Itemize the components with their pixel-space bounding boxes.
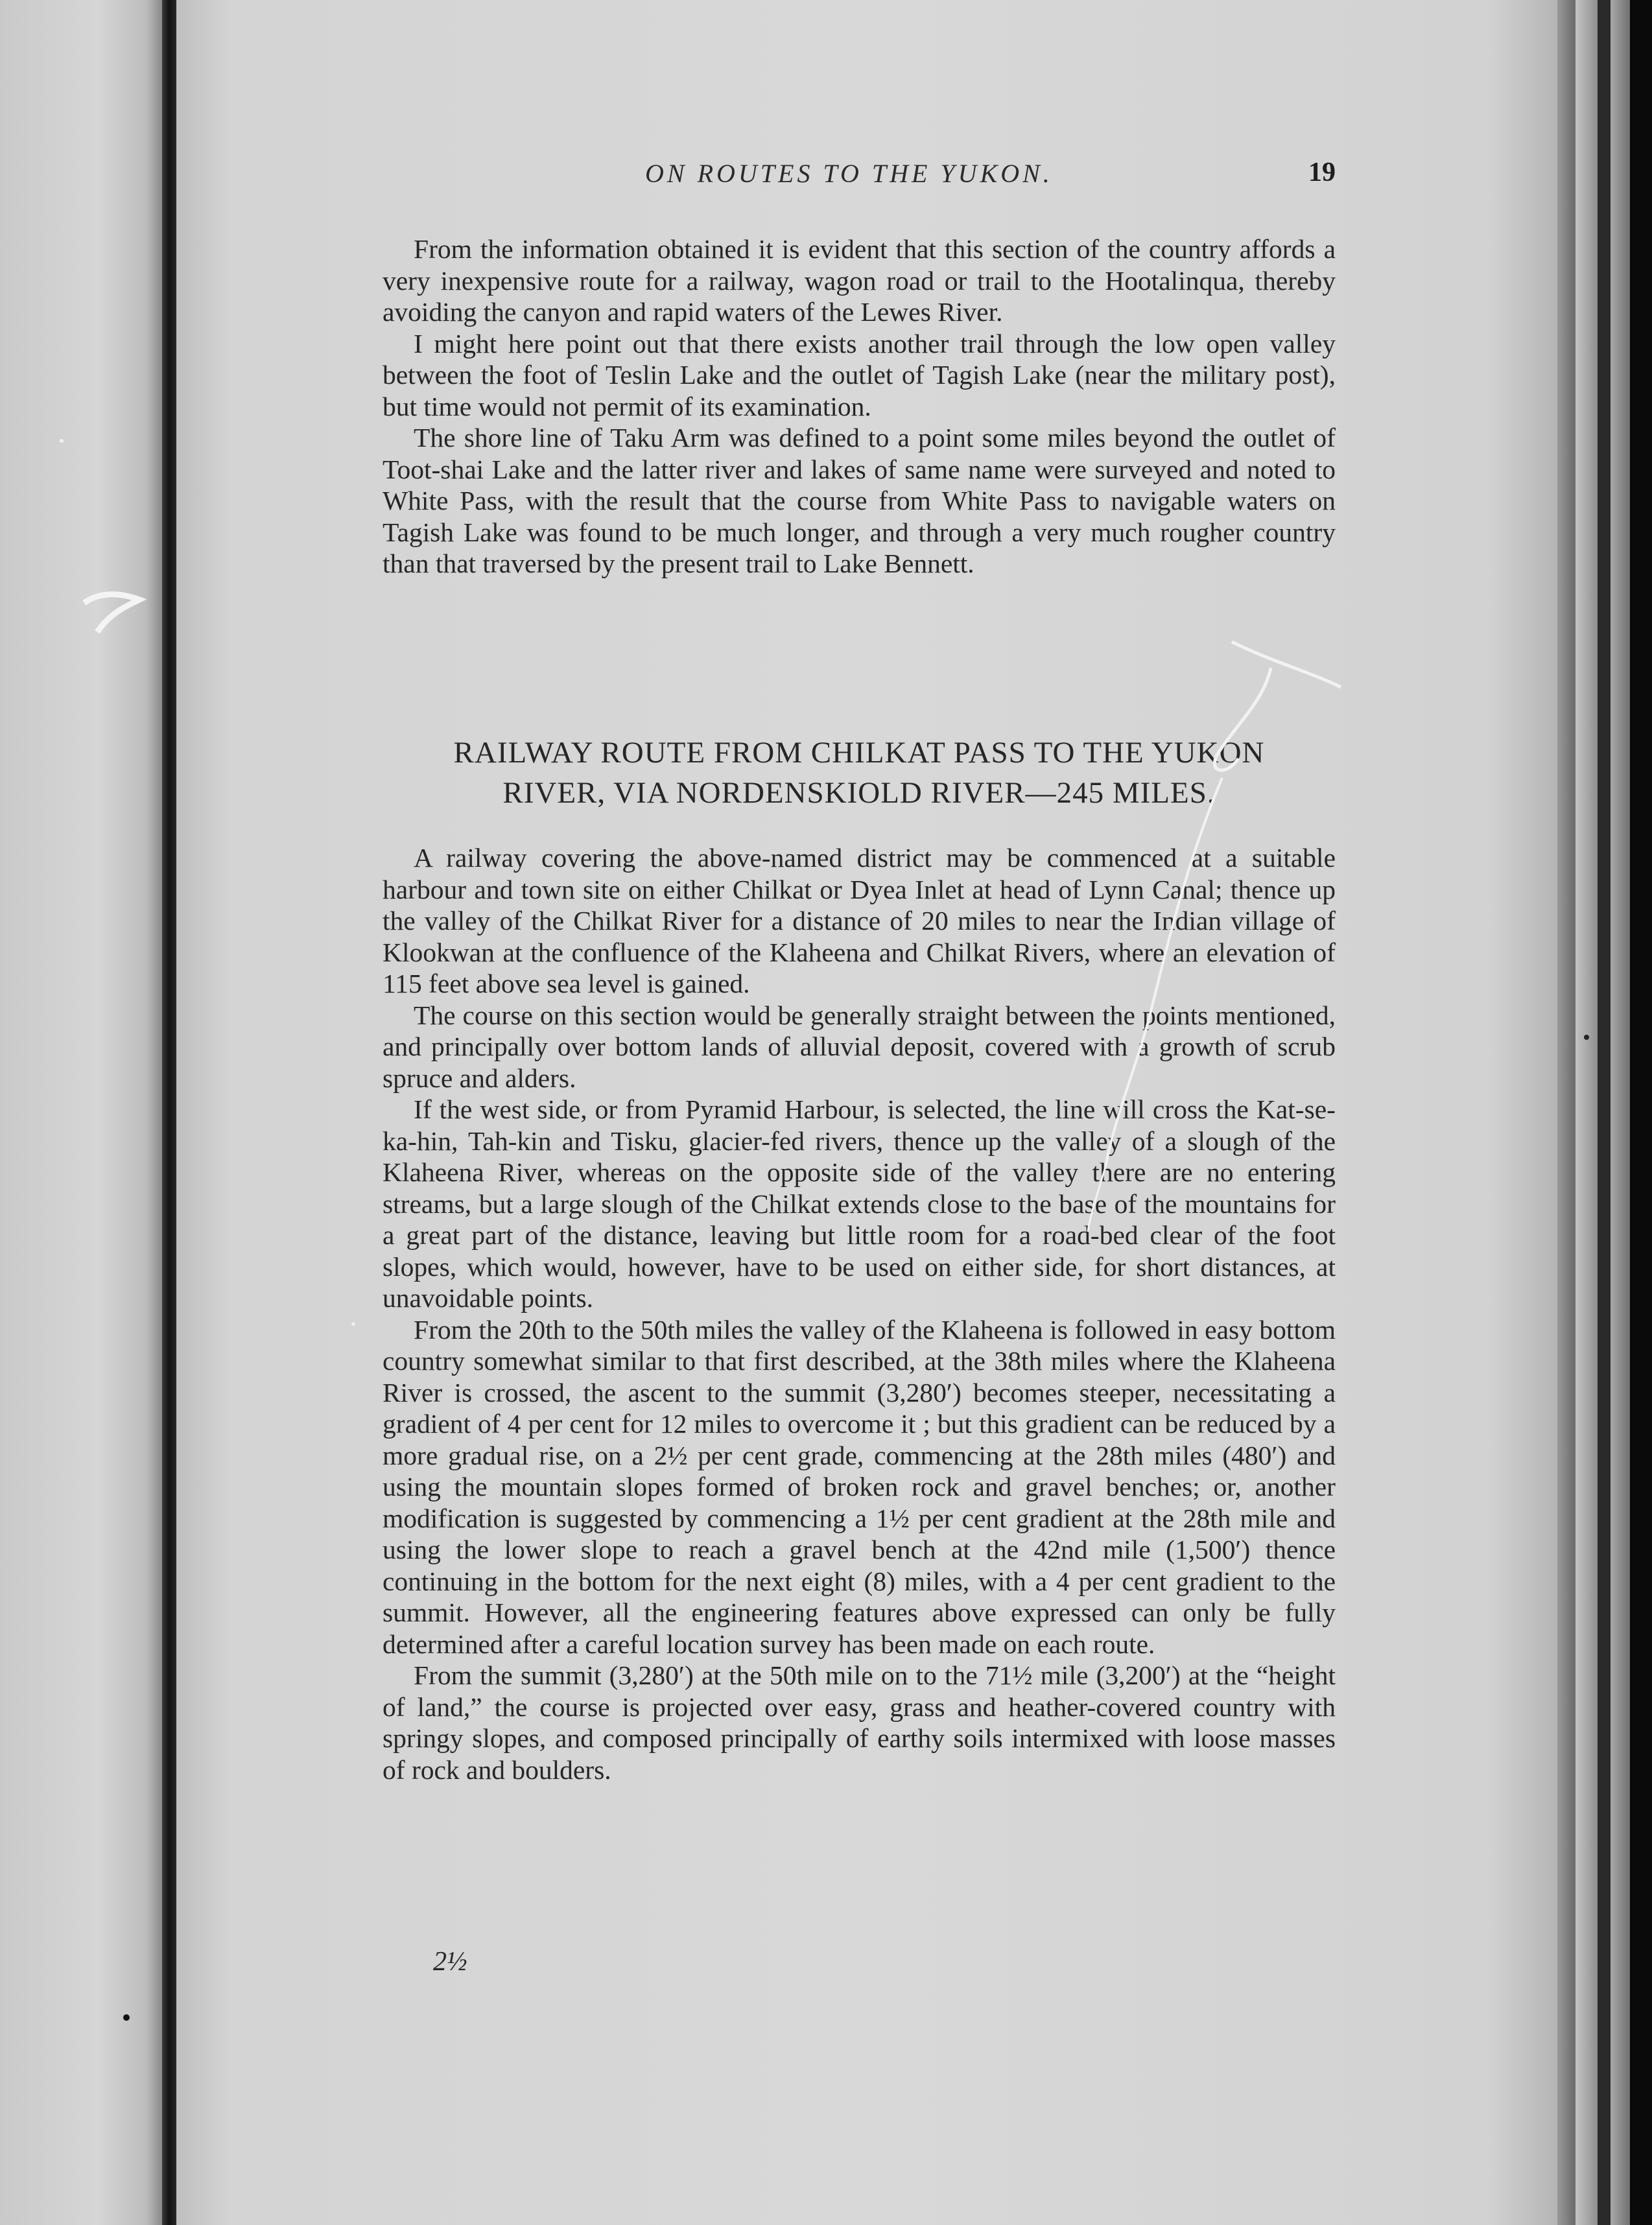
page-edge [1598, 0, 1611, 2225]
page-edge [1575, 0, 1598, 2225]
paragraph: A railway covering the above-named district may be commenced at a suitable harbour and town site on either Chilkat or Dyea Inlet at head of Lynn Canal; thence up the valley of the Chilkat River for a distance of 20 miles to near the Indian village of Klookwan at the confluence of the Klaheena and Chilkat Rivers, where an elevation of 115 feet above sea level is gained. [383, 843, 1336, 998]
section-heading [383, 733, 1336, 813]
paragraph: From the summit (3,280′) at the 50th mile on to the 71½ mile (3,200′) at the “height of land,” the course is projected over easy, grass and heather-covered country with springy slopes, and composed principally of earthy soils intermixed with loose masses of rock and boulders. [383, 1660, 1336, 1785]
paragraph: I might here point out that there exists another trail through the low open valley between the foot of Teslin Lake and the outlet of Tagish Lake (near the military post), but time would not permit of its examination. [383, 328, 1336, 421]
section-heading-line: RAILWAY ROUTE FROM CHILKAT PASS TO THE YUKON [453, 736, 1265, 770]
previous-page-edge [0, 0, 162, 2225]
book-gutter [162, 0, 176, 2225]
intro-text [383, 233, 1336, 580]
page-edge [1611, 0, 1630, 2225]
paragraph: From the 20th to the 50th miles the valley of the Klaheena is followed in easy bottom country somewhat similar to that first described, at the 38th miles where the Klaheena River is crossed, the ascent to the summit (3,280′) becomes steeper, necessitating a gradient of 4 per cent for 12 miles to overcome it ; but this gradient can be reduced by a more gradual rise, on a 2½ per cent grade, commencing at the 28th miles (480′) and using the mountain slopes formed of broken rock and gravel benches; or, another modification is suggested by commencing a 1½ per cent gradient at the 28th mile and using the lower slope to reach a gravel bench at the 42nd mile (1,500′) thence continuing in the bottom for the next eight (8) miles, with a 4 per cent gradient to the summit. However, all the engineering features above expressed can only be fully determined after a careful location survey has been made on each route. [383, 1314, 1336, 1659]
paragraph: From the information obtained it is evident that this section of the country affords a very inexpensive route for a railway, wagon road or trail to the Hootalinqua, thereby avoiding the canyon and rapid waters of the Lewes River. [383, 234, 1336, 327]
signature-mark: 2½ [433, 1947, 467, 1977]
paragraph: The course on this section would be generally straight between the points mentioned, and principally over bottom lands of alluvial deposit, covered with a growth of scrub spruce and alders. [383, 1000, 1336, 1093]
paragraph: The shore line of Taku Arm was defined to a point some miles beyond the outlet of Toot-shai Lake and the latter river and lakes of same name were surveyed and noted to White Pass, with the result that the course from White Pass to navigable waters on Tagish Lake was found to be much longer, and through a very much rougher country than that traversed by the present trail to Lake Bennett. [383, 423, 1336, 578]
paragraph: If the west side, or from Pyramid Harbour, is selected, the line will cross the Kat-se-ka-hin, Tah-kin and Tisku, glacier-fed rivers, thence up the valley of a slough of the Klaheena River, whereas on the opposite side of the valley there are no entering streams, but a large slough of the Chilkat extends close to the base of the mountains for a great part of the distance, leaving but little room for a road-bed clear of the foot slopes, which would, however, have to be used on either side, for short distances, at unavoidable points. [383, 1094, 1336, 1313]
section-text [383, 842, 1336, 1785]
running-head: ON ROUTES TO THE YUKON. [645, 159, 1053, 188]
page-edge [1557, 0, 1575, 2225]
page-number: 19 [1308, 158, 1336, 187]
page-edge [1630, 0, 1652, 2225]
section-heading-line: RIVER, VIA NORDENSKIOLD RIVER—245 MILES. [502, 776, 1216, 810]
